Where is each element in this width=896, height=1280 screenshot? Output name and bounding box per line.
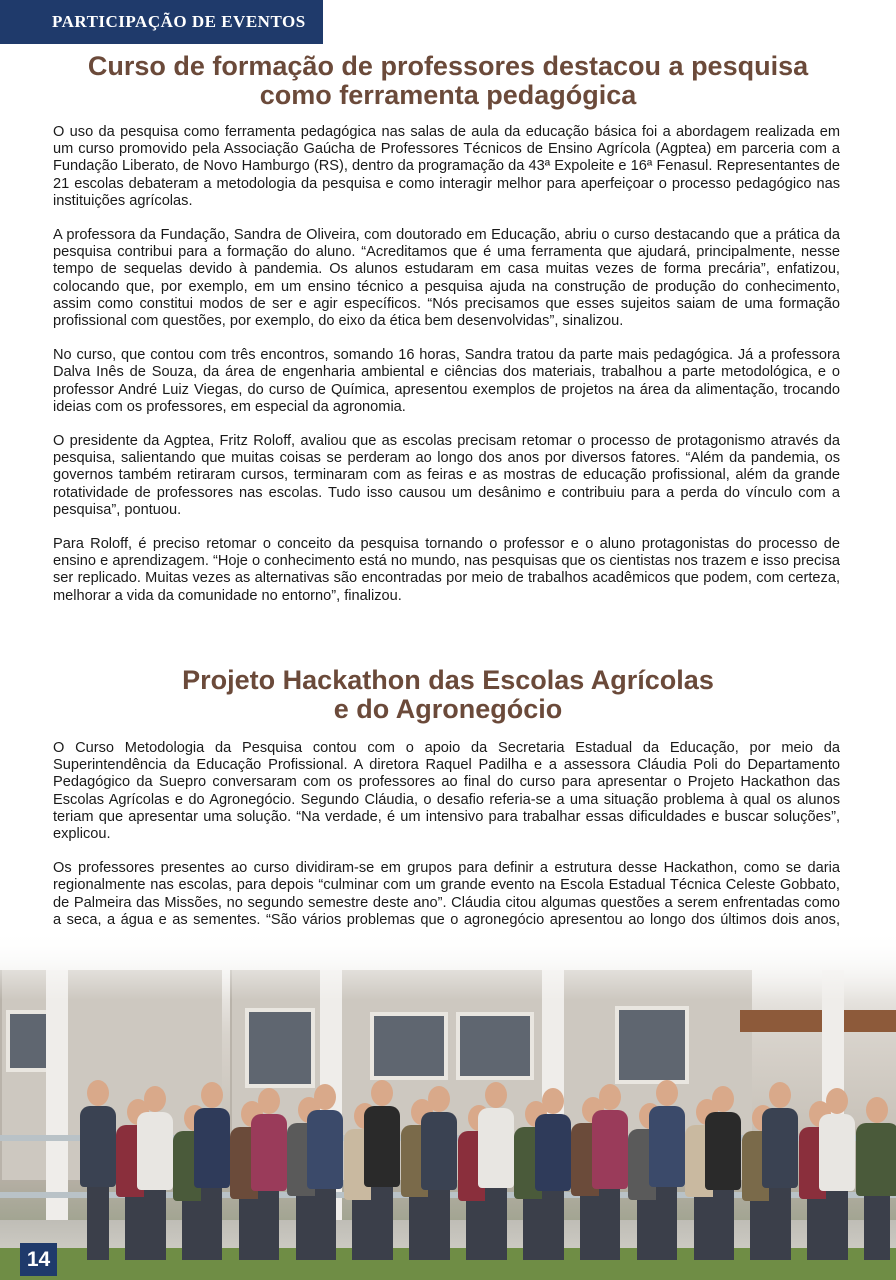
page-number-text: 14	[26, 1247, 51, 1271]
person-legs	[713, 1190, 735, 1260]
person-head	[371, 1080, 393, 1106]
person-figure	[307, 1084, 343, 1260]
person-torso	[194, 1108, 230, 1188]
person-head	[201, 1082, 223, 1108]
porch-pillar	[46, 970, 68, 1220]
subsection-title	[40, 666, 856, 724]
person-torso	[649, 1106, 685, 1187]
paragraph: A professora da Fundação, Sandra de Oliveira, com doutorado em Educação, abriu o curso destacando que a prática da pesquisa contribui para a formação do aluno. “Acreditamos que é uma ferramenta que ajudará, principalmente, nesse tempo de sequelas devido à pandemia. Os alunos estudaram em casa muitas vezes de forma precária”, enfatizou, colocando que, por exemplo, em um ensino técnico a pesquisa ajuda na construção de produção do conhecimento, assim como constitui modos de ser e agir específicos. “Nós precisamos que esses sujeitos saiam de uma formação profissional com questões, por exemplo, do eixo da ética bem desenvolvidas”, sinalizou.	[53, 227, 840, 330]
person-legs	[201, 1188, 223, 1260]
paragraph: No curso, que contou com três encontros, somando 16 horas, Sandra tratou da parte mais pedagógica. Já a professora Dalva Inês de Souza, da área de engenharia ambiental e ciências dos materiais, trabalhou a parte metodológica, e o professor André Luiz Viegas, do curso de Química, apresentou exemplos de projetos na área da alimentação, trocando ideias com os professores, em especial da agronomia.	[53, 347, 840, 415]
person-torso	[819, 1114, 855, 1191]
person-figure	[856, 1097, 896, 1260]
person-head	[144, 1086, 166, 1112]
article-title	[40, 52, 856, 110]
person-torso	[478, 1108, 514, 1188]
article-title-line-2: como ferramenta pedagógica	[259, 80, 637, 110]
window	[370, 1012, 448, 1080]
person-torso	[421, 1112, 457, 1190]
person-torso	[705, 1112, 741, 1190]
paragraph: O uso da pesquisa como ferramenta pedagógica nas salas de aula da educação básica foi a abordagem realizada em um curso promovido pela Associação Gaúcha de Professores Técnicos de Ensino Agrícola (Agptea) em parceria com a Fundação Liberato, de Novo Hamburgo (RS), dentro da programação da 43ª Expoleite e 16ª Fenasul. Representantes de 21 escolas debateram a metodologia da pesquisa e como interagir melhor para aperfeiçoar o processo pedagógico nas instituições agrícolas.	[53, 124, 840, 209]
person-head	[87, 1080, 109, 1106]
person-figure	[80, 1080, 116, 1260]
person-torso	[762, 1108, 798, 1188]
person-torso	[137, 1112, 173, 1190]
paragraph: Os professores presentes ao curso dividiram-se em grupos para definir a estrutura desse Hackathon, como se daria regionalmente nas escolas, para depois “culminar com um grande evento na Escola Estadual Técnica Celeste Gobbato, de Palmeira das Missões, no segundo semestre deste ano”. Cláudia citou algumas questões a serem enfrentadas como a seca, a água e as sementes. “São vários problemas que o agronegócio apresentou ao longo dos últimos dois anos,	[53, 860, 840, 928]
person-legs	[656, 1187, 678, 1260]
person-legs	[258, 1191, 280, 1260]
person-torso	[856, 1123, 896, 1196]
person-figure	[478, 1082, 514, 1260]
window	[615, 1006, 689, 1084]
person-torso	[592, 1110, 628, 1189]
person-head	[656, 1080, 678, 1106]
paragraph: Para Roloff, é preciso retomar o conceito da pesquisa tornando o professor e o aluno protagonistas do processo de ensino e aprendizagem. “Hoje o conhecimento está no mundo, nas pesquisas que os cientistas nos trazem e isso precisa ser replicado. Muitas vezes as alternativas são encontradas por meio de trabalhos acadêmicos que podem, com certeza, melhorar a vida da comunidade no entorno”, finalizou.	[53, 536, 840, 604]
person-torso	[535, 1114, 571, 1191]
photo-fade	[0, 930, 896, 1000]
person-figure	[592, 1084, 628, 1260]
person-torso	[251, 1114, 287, 1191]
person-legs	[87, 1187, 109, 1260]
paragraph: O Curso Metodologia da Pesquisa contou com o apoio da Secretaria Estadual da Educação, por meio da Superintendência da Educação Profissional. A diretora Raquel Padilha e a assessora Cláudia Poli do Departamento Pedagógico da Suepro conversaram com os professores ao final do curso para apresentar o Projeto Hackathon das Escolas Agrícolas e do Agronegócio. Segundo Cláudia, o desafio referia-se a uma situação problema à qual os alunos teriam que apresentar uma solução. “Na verdade, é um intensivo para trabalhar essas dificuldades e buscar soluções”, explicou.	[53, 740, 840, 843]
person-head	[485, 1082, 507, 1108]
person-legs	[371, 1187, 393, 1260]
window	[456, 1012, 534, 1080]
person-figure	[535, 1088, 571, 1260]
person-legs	[864, 1196, 890, 1260]
person-legs	[485, 1188, 507, 1260]
person-head	[826, 1088, 848, 1114]
article-title-line-1: Curso de formação de professores destacou a pesquisa	[87, 51, 809, 81]
person-legs	[144, 1190, 166, 1260]
person-legs	[428, 1190, 450, 1260]
person-legs	[826, 1191, 848, 1260]
person-torso	[364, 1106, 400, 1187]
subsection-title-line-1: Projeto Hackathon das Escolas Agrícolas	[182, 665, 714, 695]
person-head	[258, 1088, 280, 1114]
page-number	[20, 1243, 57, 1276]
person-torso	[80, 1106, 116, 1187]
person-head	[712, 1086, 734, 1112]
person-head	[314, 1084, 336, 1110]
person-figure	[251, 1088, 287, 1260]
article-body	[53, 124, 840, 622]
person-legs	[542, 1191, 564, 1260]
person-figure	[705, 1086, 741, 1260]
person-legs	[769, 1188, 791, 1260]
roof	[740, 1010, 896, 1032]
person-head	[599, 1084, 621, 1110]
person-figure	[762, 1082, 798, 1260]
person-figure	[421, 1086, 457, 1260]
person-figure	[649, 1080, 685, 1260]
person-figure	[819, 1088, 855, 1260]
person-torso	[307, 1110, 343, 1189]
group-photo	[0, 930, 896, 1280]
section-header-tab	[0, 0, 323, 44]
paragraph: O presidente da Agptea, Fritz Roloff, avaliou que as escolas precisam retomar o processo de protagonismo através da pesquisa, salientando que muitas coisas se perderam ao longo dos anos por diversos fatores. “Além da pandemia, os governos também retiraram cursos, terminaram com as feiras e as mostras de educação profissional, além da grande rotatividade de professores nas escolas. Tudo isso causou um desânimo e contribuiu para a perda do vínculo com a pesquisa”, pontuou.	[53, 433, 840, 518]
subsection-title-line-2: e do Agronegócio	[333, 694, 563, 724]
window	[245, 1008, 315, 1088]
person-legs	[599, 1189, 621, 1260]
person-figure	[194, 1082, 230, 1260]
section-label: PARTICIPAÇÃO DE EVENTOS	[52, 12, 306, 31]
person-head	[542, 1088, 564, 1114]
person-figure	[137, 1086, 173, 1260]
person-head	[428, 1086, 450, 1112]
person-head	[866, 1097, 888, 1123]
person-head	[769, 1082, 791, 1108]
person-legs	[315, 1189, 337, 1260]
person-figure	[364, 1080, 400, 1260]
